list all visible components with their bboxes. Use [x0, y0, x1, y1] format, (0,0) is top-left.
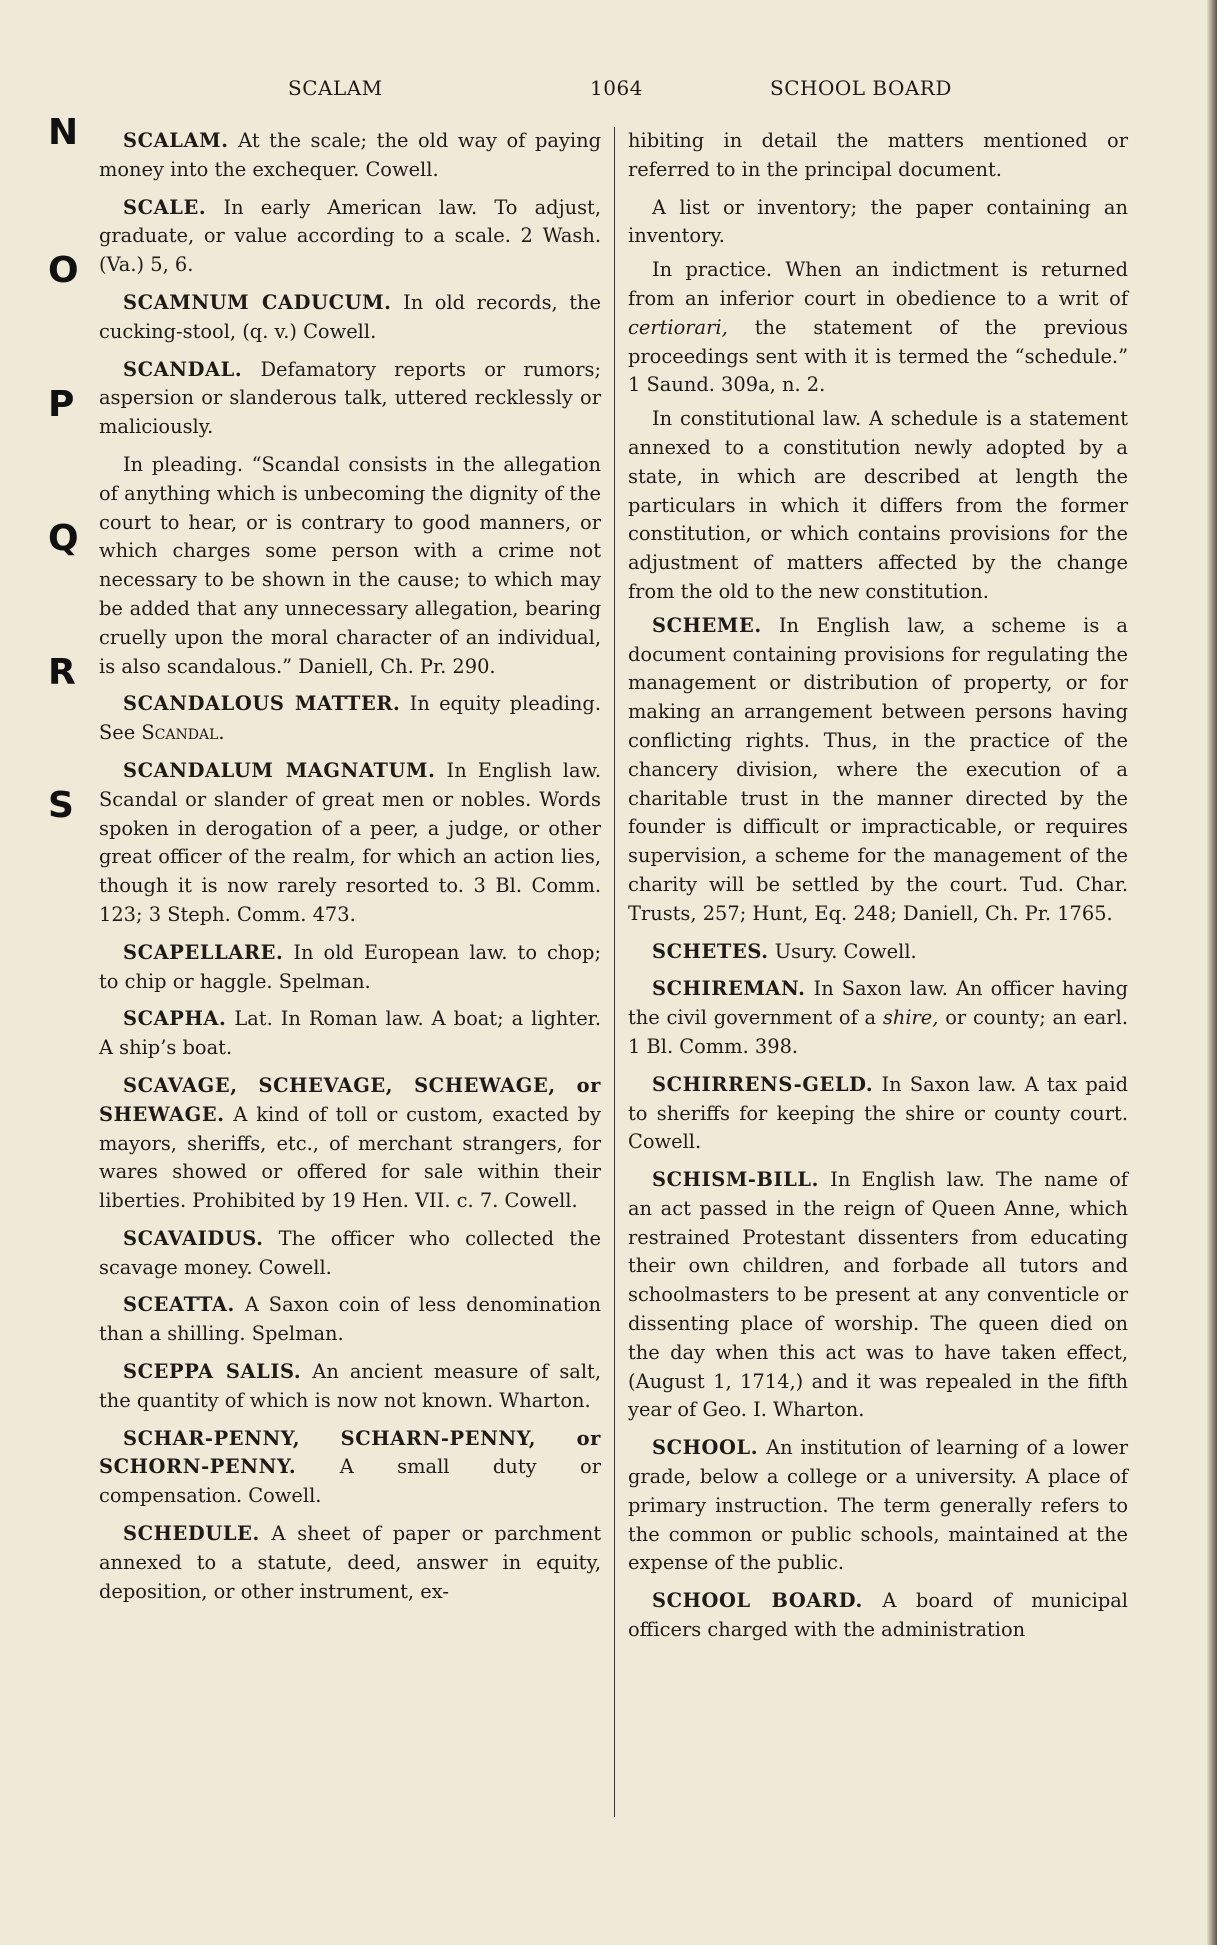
entry-paragraph: [628, 256, 1128, 400]
right-column: [628, 127, 1128, 1654]
dictionary-entry: [628, 612, 1128, 929]
dictionary-entry: [99, 1520, 601, 1606]
dictionary-entry: [99, 127, 601, 185]
entry-headword: SCALAM.: [123, 129, 229, 152]
left-column: [99, 127, 601, 1615]
entry-paragraph: [628, 127, 1128, 185]
entry-definition: A sheet of paper or parchment annexed to a statute, deed, answer in equity, deposition, or other instrument, ex-: [99, 1522, 601, 1603]
dictionary-entry: [99, 289, 601, 347]
entry-definition: A small duty or compensation. Cowell.: [99, 1455, 601, 1508]
dictionary-entry: [99, 1005, 601, 1063]
entry-definition: the statement of the previous proceedings sent with it is termed the “schedule.” 1 Saund. 309a, n. 2.: [628, 315, 1128, 397]
entry-definition: In English law. The name of an act passed in the reign of Queen Anne, which restrained Protestant dissenters from educating their own children, and forbade all tutors and schoolmasters to be present at any conventicle or dissenting place of worship. The queen died on the day when this act was to have taken effect, (August 1, 1714,) and it was repealed in the fifth year of Geo. I. Wharton.: [628, 1168, 1128, 1422]
entry-headword: SCHEDULE.: [123, 1522, 260, 1546]
entry-headword: SCHOOL BOARD.: [652, 1589, 863, 1613]
entry-definition: In English law, a scheme is a document containing provisions for regulating the management or distribution of property, or for making an arrangement between persons having conflicting rights. Thus, in the practice of the chancery division, where the execution of a charitable trust in the manner directed by the founder is difficult or impracticable, or requires supervision, a scheme for the management of the charity will be settled by the court. Tud. Char. Trusts, 257; Hunt, Eq. 248; Daniell, Ch. Pr. 1765.: [628, 613, 1128, 925]
entry-headword: SCHEME.: [652, 613, 762, 637]
entry-definition: In early American law. To adjust, graduate, or value according to a scale. 2 Wash. (Va.) 5, 6.: [99, 195, 601, 277]
dictionary-entry: [99, 1358, 601, 1416]
dictionary-entry: [628, 1587, 1128, 1645]
entry-definition: In old European law. to chop; to chip or haggle. Spelman.: [99, 940, 601, 993]
entry-headword: SCEATTA.: [123, 1293, 235, 1317]
dictionary-entry: [99, 1425, 601, 1511]
dictionary-entry: [628, 1166, 1128, 1425]
thumb-letter: P: [48, 384, 75, 425]
entry-definition: Usury. Cowell.: [768, 939, 917, 963]
entry-headword: SCHOOL.: [652, 1436, 759, 1460]
thumb-letter: S: [48, 785, 74, 826]
entry-definition: A kind of toll or custom, exacted by mayors, sheriffs, etc., of merchant strangers, for wares showed or offered for sale within their liberties. Prohibited by 19 Hen. VII. c. 7. Cowell.: [99, 1102, 601, 1213]
entry-headword: SCANDALUM MAGNATUM.: [123, 758, 436, 782]
entry-definition: In constitutional law. A schedule is a statement annexed to a constitution newly adopted by a state, in which are described at length the particulars in which it differs from the former constitution, or which contains provisions for the adjustment of matters affected by the change from the old to the new constitution.: [628, 407, 1128, 603]
entry-definition: In Saxon law. A tax paid to sheriffs for keeping the shire or county court. Cowell.: [628, 1072, 1128, 1154]
italic-term: shire,: [882, 1006, 939, 1030]
entry-definition: An institution of learning of a lower grade, below a college or a university. A place of primary instruction. The term generally refers to the common or public schools, maintained at the expense of the public.: [628, 1436, 1128, 1575]
dictionary-entry: [99, 757, 601, 930]
dictionary-entry: [99, 939, 601, 997]
entry-definition: In practice. When an indictment is returned from an inferior court in obedience to a writ of: [628, 258, 1128, 310]
page-number: 1064: [590, 76, 643, 100]
running-header: [0, 76, 1217, 106]
thumb-letter: Q: [48, 518, 79, 559]
dictionary-entry: [99, 1072, 601, 1216]
thumb-letter: O: [48, 250, 79, 291]
column-divider: [614, 127, 615, 1817]
entry-definition: In English law. Scandal or slander of great men or nobles. Words spoken in derogation of a peer, a judge, or other great officer of the realm, for which an action lies, though it is now rarely resorted to. 3 Bl. Comm. 123; 3 Steph. Comm. 473.: [99, 758, 601, 926]
page-edge: [1207, 0, 1217, 1945]
entry-headword: SCANDALOUS MATTER.: [123, 692, 401, 716]
entry-headword: SCAMNUM CADUCUM.: [123, 290, 392, 314]
thumb-letter: R: [48, 652, 76, 693]
cross-reference: Scandal.: [141, 721, 225, 745]
entry-definition: An ancient measure of salt, the quantity of which is now not known. Wharton.: [99, 1360, 601, 1412]
entry-definition: In Saxon law. An officer having the civil government of a: [628, 977, 1128, 1030]
entry-definition: In equity pleading. See: [99, 692, 601, 745]
entry-paragraph: [99, 451, 601, 681]
italic-term: certiorari,: [628, 315, 728, 339]
entry-definition: Lat. In Roman law. A boat; a lighter. A ship’s boat.: [99, 1007, 601, 1060]
entry-definition: or county; an earl. 1 Bl. Comm. 398.: [628, 1006, 1129, 1058]
entry-definition: At the scale; the old way of paying money into the exchequer. Cowell.: [99, 129, 601, 181]
entry-definition: The officer who collected the scavage money. Cowell.: [99, 1226, 601, 1279]
entry-definition: A board of municipal officers charged with the administration: [628, 1589, 1128, 1642]
dictionary-entry: [99, 1291, 601, 1349]
entry-paragraph: [628, 405, 1128, 607]
entry-definition: Defamatory reports or rumors; aspersion or slanderous talk, uttered recklessly or maliciously.: [99, 357, 601, 439]
entry-definition: In pleading. “Scandal consists in the allegation of anything which is unbecoming the dignity of the court to hear, or is contrary to good manners, or which charges some person with a crime not necessary to be shown in the cause; to which may be added that any unnecessary allegation, bearing cruelly upon the moral character of an individual, is also scandalous.” Daniell, Ch. Pr. 290.: [99, 452, 601, 678]
entry-definition: In old records, the cucking-stool, (q. v.) Cowell.: [99, 290, 601, 343]
dictionary-entry: [628, 975, 1128, 1061]
dictionary-entry: [628, 938, 1128, 967]
header-last-word: SCHOOL BOARD: [770, 76, 952, 100]
dictionary-entry: [99, 356, 601, 442]
entry-headword: SCAPHA.: [123, 1007, 227, 1031]
entry-definition: A Saxon coin of less denomination than a shilling. Spelman.: [99, 1293, 601, 1346]
dictionary-entry: [99, 690, 601, 748]
entry-headword: SCAVAGE, SCHEVAGE, SCHEWAGE, or SHEWAGE.: [99, 1073, 601, 1126]
dictionary-entry: [99, 1225, 601, 1283]
entry-headword: SCEPPA SALIS.: [123, 1360, 302, 1384]
entry-headword: SCHISM-BILL.: [652, 1168, 820, 1192]
entry-headword: SCHIRRENS-GELD.: [652, 1072, 874, 1096]
entry-headword: SCHETES.: [652, 939, 769, 963]
entry-headword: SCHAR-PENNY, SCHARN-PENNY, or SCHORN-PENNY.: [99, 1426, 601, 1479]
entry-headword: SCAVAIDUS.: [123, 1226, 264, 1250]
header-first-word: SCALAM: [288, 76, 383, 100]
thumb-letter: N: [48, 112, 79, 153]
entry-definition: hibiting in detail the matters mentioned or referred to in the principal document.: [628, 129, 1128, 181]
entry-headword: SCANDAL.: [123, 357, 243, 381]
dictionary-entry: [628, 1071, 1128, 1157]
entry-headword: SCALE.: [123, 195, 207, 219]
dictionary-entry: [628, 1434, 1128, 1578]
entry-headword: SCHIREMAN.: [652, 977, 806, 1001]
entry-definition: A list or inventory; the paper containing an inventory.: [628, 195, 1128, 248]
entry-paragraph: [628, 194, 1128, 252]
dictionary-entry: [99, 194, 601, 280]
entry-headword: SCAPELLARE.: [123, 940, 284, 964]
